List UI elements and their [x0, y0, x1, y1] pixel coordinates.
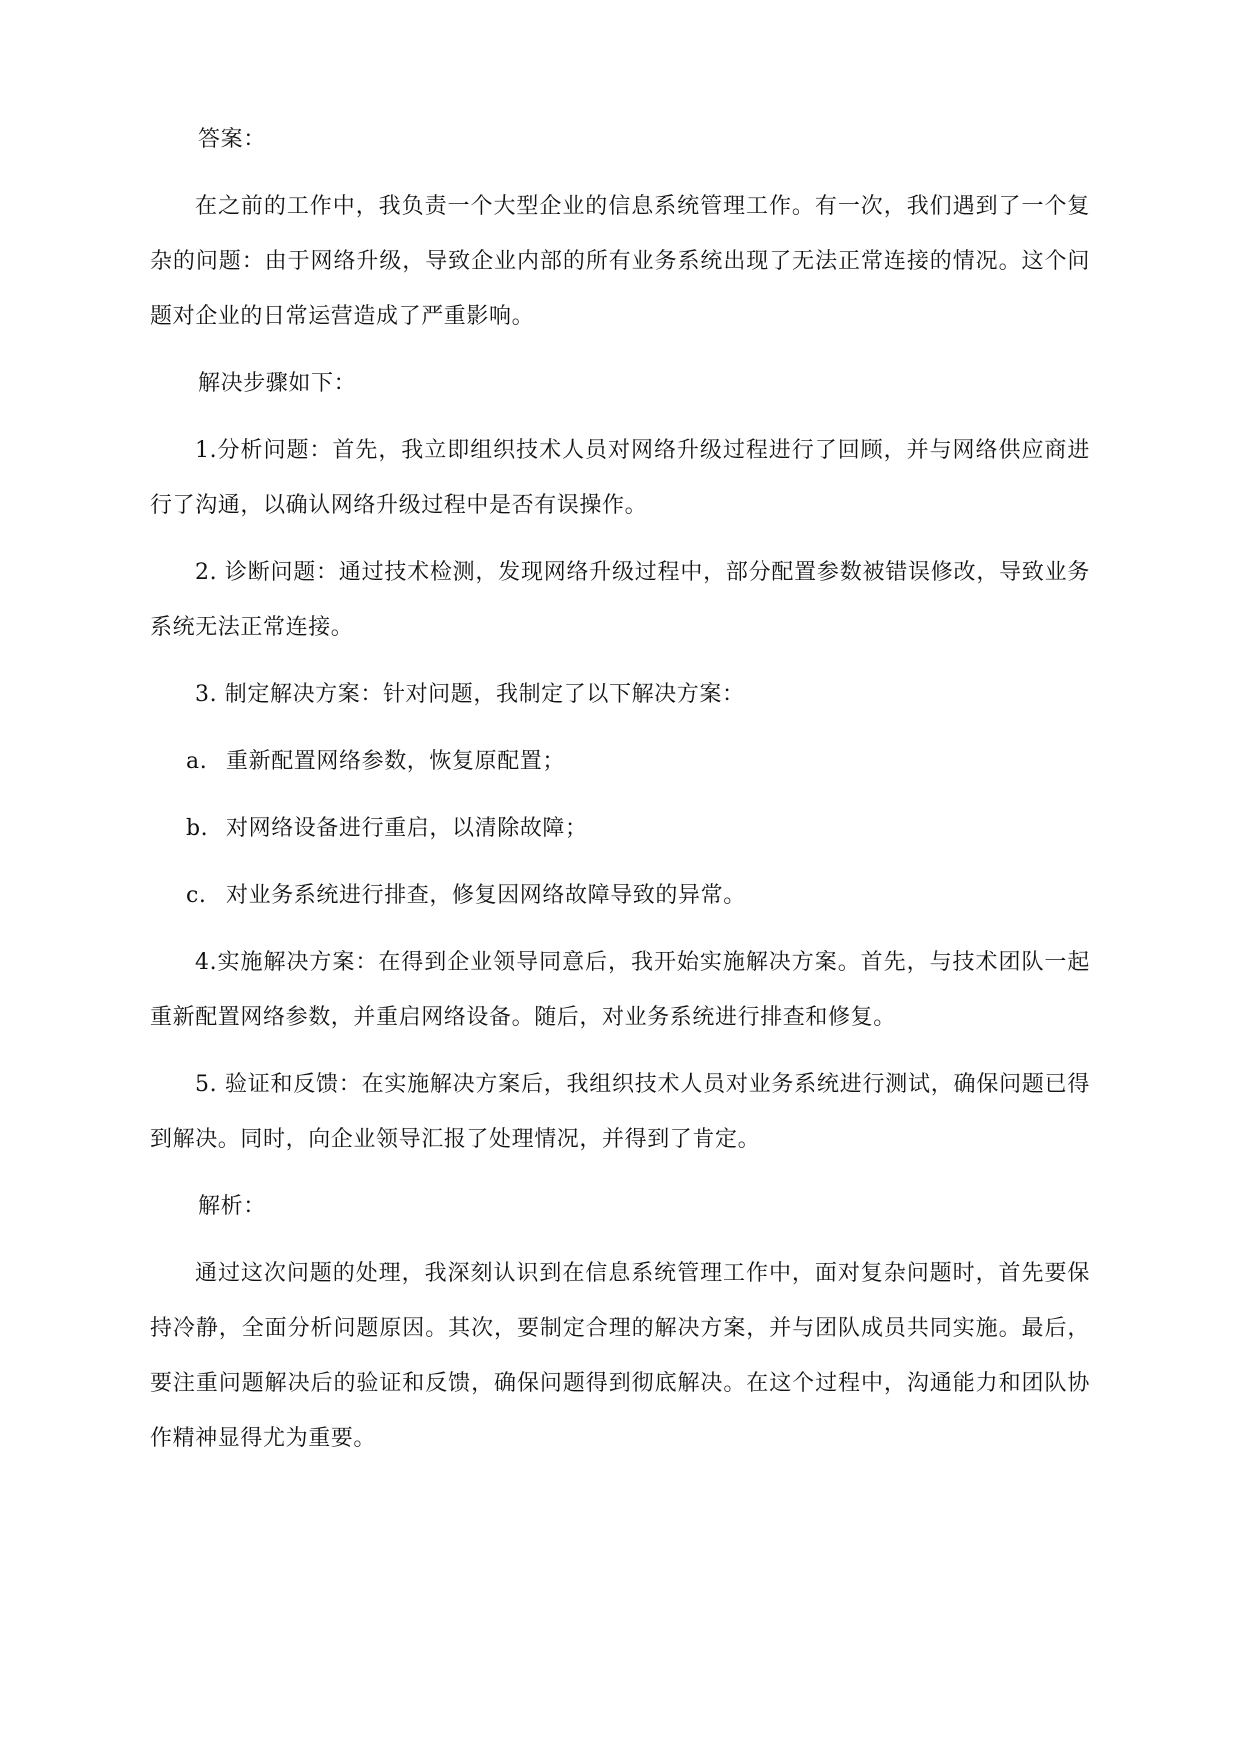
analysis-heading: 解析： [198, 1194, 266, 1219]
intro-paragraph: 在之前的工作中，我负责一个大型企业的信息系统管理工作。有一次，我们遇到了一个复杂的问题：由于网络升级，导致企业内部的所有业务系统出现了无法正常连接的情况。这个问题对企业的日常运营造成了严重影响。 [150, 194, 1090, 329]
analysis-paragraph: 通过这次问题的处理，我深刻认识到在信息系统管理工作中，面对复杂问题时，首先要保持冷静，全面分析问题原因。其次，要制定合理的解决方案，并与团队成员共同实施。最后，要注重问题解决后的验证和反馈，确保问题得到彻底解决。在这个过程中，沟通能力和团队协作精神显得尤为重要。 [150, 1261, 1090, 1451]
step-4-paragraph: 4.实施解决方案：在得到企业领导同意后，我开始实施解决方案。首先，与技术团队一起重新配置网络参数，并重启网络设备。随后，对业务系统进行排查和修复。 [150, 950, 1090, 1030]
step-2-paragraph: 2. 诊断问题：通过技术检测，发现网络升级过程中，部分配置参数被错误修改，导致业务系统无法正常连接。 [150, 560, 1090, 640]
step-1-paragraph: 1.分析问题：首先，我立即组织技术人员对网络升级过程进行了回顾，并与网络供应商进行了沟通，以确认网络升级过程中是否有误操作。 [150, 438, 1090, 518]
sub-item-text: 对业务系统进行排查，修复因网络故障导致的异常。 [226, 883, 746, 908]
answer-heading: 答案： [198, 127, 266, 152]
document-body [150, 112, 1090, 1478]
sub-item-b [150, 801, 1090, 856]
sub-item-text: 重新配置网络参数，恢复原配置； [226, 749, 566, 774]
sub-item-marker: b. [186, 816, 209, 841]
sub-item-marker: c. [186, 883, 207, 908]
sub-item-c [150, 868, 1090, 923]
sub-item-marker: a. [186, 749, 208, 774]
sub-item-a [150, 734, 1090, 789]
steps-heading: 解决步骤如下： [198, 371, 357, 396]
sub-item-text: 对网络设备进行重启，以清除故障； [226, 816, 588, 841]
step-3-paragraph: 3. 制定解决方案：针对问题，我制定了以下解决方案： [195, 682, 745, 707]
step-5-paragraph: 5. 验证和反馈：在实施解决方案后，我组织技术人员对业务系统进行测试，确保问题已得到解决。同时，向企业领导汇报了处理情况，并得到了肯定。 [150, 1072, 1090, 1152]
